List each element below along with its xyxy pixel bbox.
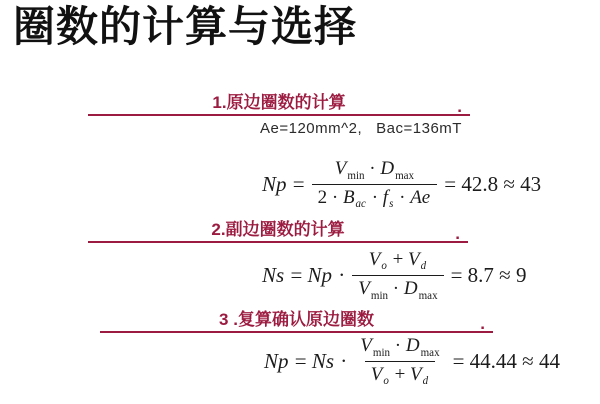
section-1-heading [88, 92, 470, 116]
slide-title: 圈数的计算与选择 [13, 5, 358, 51]
formula-secondary-numerator: $V_o + V_d$ [368, 248, 427, 273]
formula-primary-denominator: $2 \cdot B_{ac} \cdot f_s \cdot Ae$ [312, 184, 438, 211]
formula-secondary-denominator: $V_{min} \cdot D_{max}$ [352, 275, 443, 302]
formula-secondary-turns [262, 249, 526, 301]
core-parameters-text: Ae=120mm^2, Bac=136mT [260, 120, 462, 137]
section-3-trailing-period: . [480, 314, 485, 333]
formula-recheck-lhs: Np = Ns · [264, 348, 348, 373]
formula-secondary-fraction [352, 249, 443, 302]
section-3-heading [100, 309, 493, 333]
formula-recheck-fraction [354, 335, 445, 388]
section-1-label: 1.原边圈数的计算 [212, 93, 346, 112]
section-2-trailing-period: . [455, 224, 460, 243]
formula-primary-fraction [312, 158, 438, 211]
formula-primary-turns [262, 158, 541, 210]
formula-secondary-result: = 8.7 ≈ 9 [450, 262, 527, 287]
formula-secondary-lhs: Ns = Np · [262, 262, 346, 287]
formula-primary-numerator: $V_{min} \cdot D_{max}$ [334, 157, 415, 182]
section-2-heading [88, 219, 468, 243]
formula-primary-lhs: Np = [262, 171, 305, 196]
section-2-label: 2.副边圈数的计算 [211, 220, 345, 239]
formula-recheck-primary-turns [264, 334, 560, 388]
section-3-label: 3 .复算确认原边圈数 [219, 310, 374, 329]
formula-recheck-result: = 44.44 ≈ 44 [452, 348, 560, 373]
formula-recheck-denominator: $V_o + V_d$ [365, 361, 435, 388]
section-1-trailing-period: . [457, 97, 462, 116]
formula-recheck-numerator: $V_{min} \cdot D_{max}$ [360, 334, 440, 359]
formula-primary-result: = 42.8 ≈ 43 [444, 171, 542, 196]
